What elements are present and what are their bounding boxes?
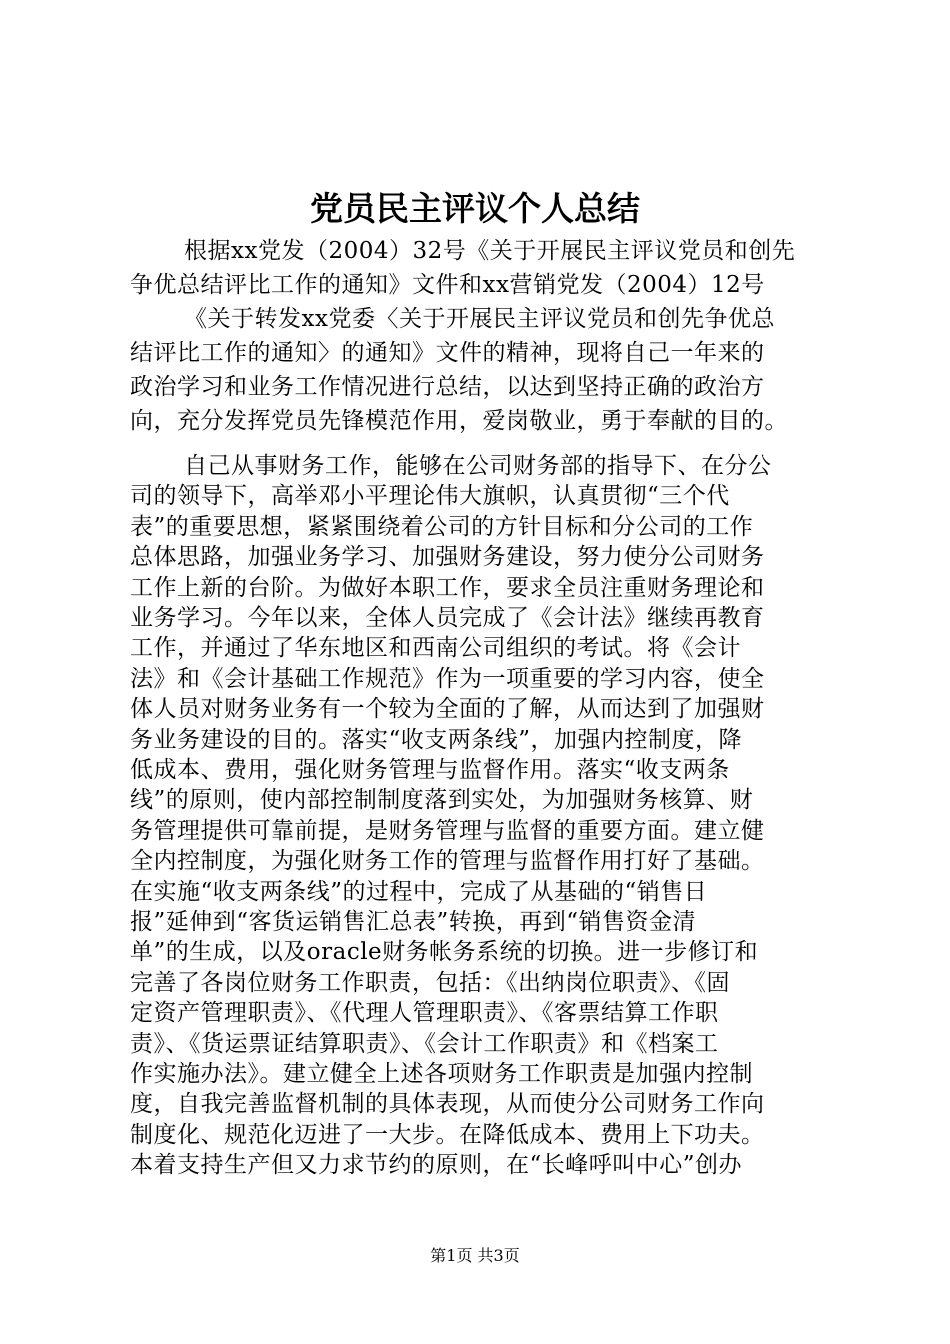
body-line: 责》、《货运票证结算职责》、《会计工作职责》和《档案工 [130, 1030, 719, 1057]
intro-line: 向，充分发挥党员先锋模范作用，爱岗敬业，勇于奉献的目的。 [130, 408, 788, 434]
body-line: 体人员对财务业务有一个较为全面的了解，从而达到了加强财 [130, 696, 765, 723]
body-line: 制度化、规范化迈进了一大步。在降低成本、费用上下功夫。 [130, 1121, 765, 1148]
body-line: 务业务建设的目的。落实“收支两条线”，加强内控制度，降 [130, 726, 743, 753]
body-line: 工作上新的台阶。为做好本职工作，要求全员注重财务理论和 [130, 574, 765, 601]
intro-line: 结评比工作的通知〉的通知》文件的精神，现将自己一年来的 [130, 340, 765, 366]
intro-line: 争优总结评比工作的通知》文件和xx营销党发（2004）12号 [130, 272, 765, 298]
body-line: 度，自我完善监督机制的具体表现，从而使分公司财务工作向 [130, 1091, 765, 1118]
page-footer: 第1页 共3页 [430, 1246, 520, 1265]
body-line: 法》和《会计基础工作规范》作为一项重要的学习内容，使全 [130, 665, 765, 692]
body-line: 司的领导下，高举邓小平理论伟大旗帜，认真贯彻“三个代 [130, 483, 730, 510]
body-line: 完善了各岗位财务工作职责，包括：《出纳岗位职责》、《固 [130, 969, 730, 996]
intro-line: 根据xx党发（2004）32号《关于开展民主评议党员和创先 [184, 238, 796, 264]
body-line: 在实施“收支两条线”的过程中，完成了从基础的“销售日 [130, 878, 708, 905]
body-line: 定资产管理职责》、《代理人管理职责》、《客票结算工作职 [130, 1000, 719, 1027]
body-line: 本着支持生产但又力求节约的原则，在“长峰呼叫中心”创办 [130, 1152, 743, 1179]
body-line: 务管理提供可靠前提，是财务管理与监督的重要方面。建立健 [130, 817, 765, 844]
body-line: 低成本、费用，强化财务管理与监督作用。落实“收支两条 [130, 757, 730, 783]
body-line: 总体思路，加强业务学习、加强财务建设，努力使分公司财务 [130, 544, 765, 571]
body-line: 全内控制度，为强化财务工作的管理与监督作用打好了基础。 [130, 848, 765, 875]
body-line: 表”的重要思想，紧紧围绕着公司的方针目标和分公司的工作 [130, 513, 754, 540]
intro-line: 政治学习和业务工作情况进行总结，以达到坚持正确的政治方 [130, 374, 765, 400]
body-line: 报”延伸到“客货运销售汇总表”转换，再到“销售资金清 [130, 909, 697, 935]
body-line: 单”的生成，以及oracle财务帐务系统的切换。进一步修订和 [130, 939, 759, 966]
body-line: 自己从事财务工作，能够在公司财务部的指导下、在分公 [184, 453, 772, 479]
body-line: 作实施办法》。建立健全上述各项财务工作职责是加强内控制 [130, 1061, 753, 1087]
body-line: 业务学习。今年以来，全体人员完成了《会计法》继续再教育 [130, 605, 765, 631]
body-line: 线”的原则，使内部控制制度落到实处，为加强财务核算、财 [130, 787, 754, 814]
body-line: 工作，并通过了华东地区和西南公司组织的考试。将《会计 [130, 635, 741, 662]
intro-line: 《关于转发xx党委〈关于开展民主评议党员和创先争优总 [184, 306, 775, 332]
document-title: 党员民主评议个人总结 [310, 189, 640, 228]
